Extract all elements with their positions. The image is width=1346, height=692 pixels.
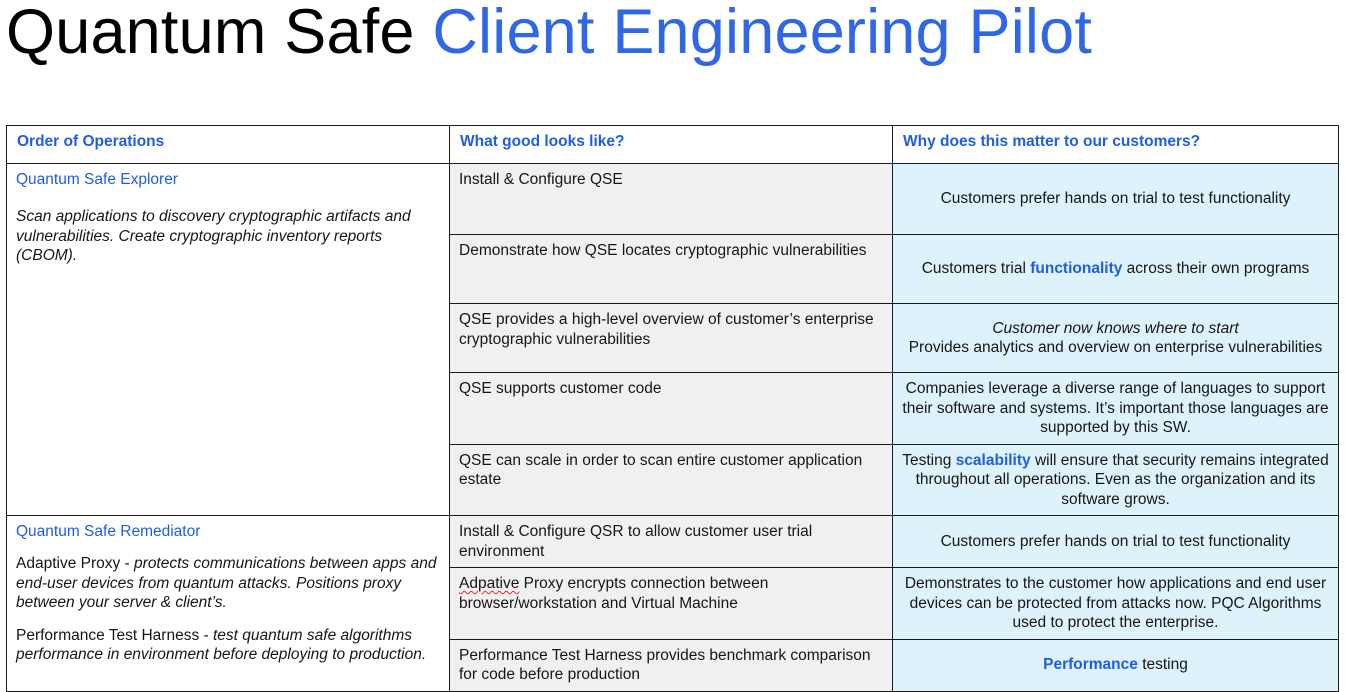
highlight-performance: Performance xyxy=(1043,656,1138,674)
good-cell: Performance Test Harness provides benchmark comparison for code before production xyxy=(450,639,893,691)
explorer-section-cell xyxy=(7,164,450,516)
misspelled-word: Adpative xyxy=(459,575,520,592)
why-cell xyxy=(893,304,1339,373)
explorer-title: Quantum Safe Explorer xyxy=(16,171,178,188)
good-cell: QSE can scale in order to scan entire customer application estate xyxy=(450,444,893,516)
tool-name: Performance Test Harness - xyxy=(16,626,213,644)
title-black: Quantum Safe xyxy=(6,0,415,67)
why-text: will ensure that security remains integrated throughout all operations. Even as the organization and its software grows. xyxy=(915,451,1329,508)
tool-description: protects communications between apps and end-user devices from quantum attacks. Positions proxy between your server & client’s. xyxy=(16,555,437,611)
why-cell xyxy=(893,235,1339,304)
why-italic-text: Customer now knows where to start xyxy=(992,319,1239,337)
good-text: Proxy encrypts connection between browser/workstation and Virtual Machine xyxy=(459,575,769,612)
operations-table xyxy=(6,125,1339,692)
tool-name: Adaptive Proxy - xyxy=(16,555,135,572)
tool-adaptive-proxy xyxy=(16,554,440,613)
why-cell xyxy=(893,444,1339,516)
header-why-it-matters: Why does this matter to our customers? xyxy=(893,126,1339,164)
why-text: across their own programs xyxy=(1126,260,1310,278)
why-text: Provides analytics and overview on enterprise vulnerabilities xyxy=(908,339,1323,356)
highlight-scalability: scalability xyxy=(955,451,1031,469)
why-text: testing xyxy=(1142,656,1188,674)
remediator-section-cell xyxy=(7,516,450,692)
good-cell: Install & Configure QSE xyxy=(450,164,893,235)
why-text: Customers trial xyxy=(921,260,1026,278)
good-cell: Install & Configure QSR to allow customer user trial environment xyxy=(450,516,893,568)
why-cell: Customers prefer hands on trial to test functionality xyxy=(893,516,1339,568)
slide-title xyxy=(6,0,1092,68)
why-cell: Companies leverage a diverse range of languages to support their software and systems. It’s important those languages are supported by this SW. xyxy=(893,373,1339,445)
table-row xyxy=(7,164,1339,235)
why-text: Testing xyxy=(902,451,952,469)
highlight-functionality: functionality xyxy=(1030,260,1123,278)
table-row xyxy=(7,516,1339,568)
title-blue: Client Engineering Pilot xyxy=(432,0,1093,67)
good-cell: QSE supports customer code xyxy=(450,373,893,445)
good-cell: QSE provides a high-level overview of customer’s enterprise cryptographic vulnerabilities xyxy=(450,304,893,373)
remediator-title: Quantum Safe Remediator xyxy=(16,523,201,540)
header-what-good-looks-like: What good looks like? xyxy=(450,126,893,164)
header-order-of-operations: Order of Operations xyxy=(7,126,450,164)
explorer-description: Scan applications to discovery cryptographic artifacts and vulnerabilities. Create cryptographic inventory reports (CBOM). xyxy=(16,208,411,264)
good-cell xyxy=(450,568,893,640)
tool-performance-test-harness xyxy=(16,626,440,665)
why-cell: Demonstrates to the customer how applications and end user devices can be protected from attacks now. PQC Algorithms used to protect the enterprise. xyxy=(893,568,1339,640)
header-row xyxy=(7,126,1339,164)
why-cell: Customers prefer hands on trial to test functionality xyxy=(893,164,1339,235)
tool-description: test quantum safe algorithms performance in environment before deploying to production. xyxy=(16,626,427,663)
why-cell xyxy=(893,639,1339,691)
good-cell: Demonstrate how QSE locates cryptographic vulnerabilities xyxy=(450,235,893,304)
